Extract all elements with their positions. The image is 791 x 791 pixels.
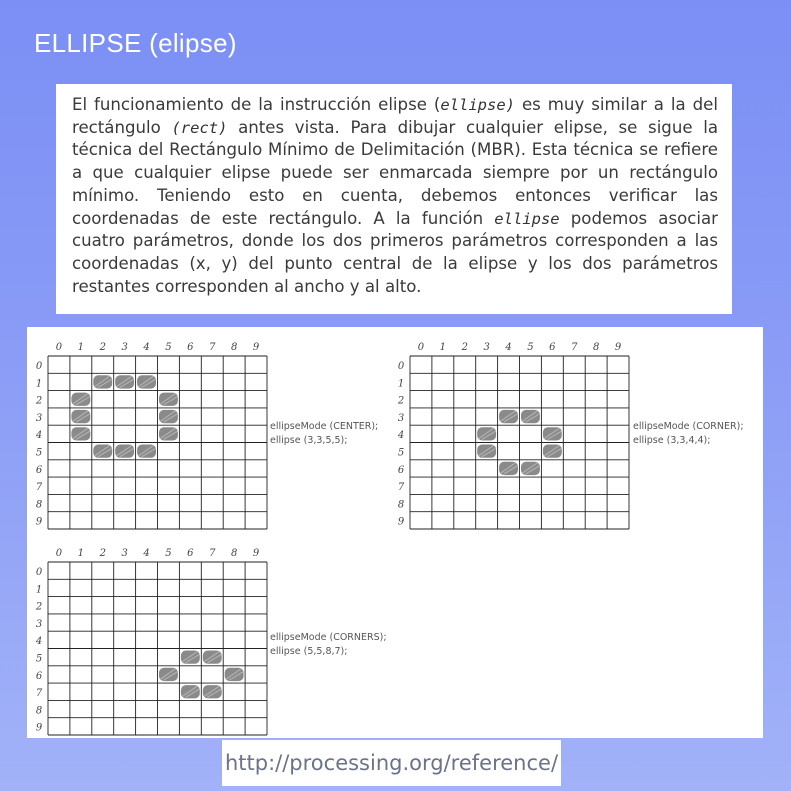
row-label: 7 — [35, 482, 43, 494]
filled-pixel — [115, 445, 134, 458]
column-label: 7 — [209, 548, 216, 559]
reference-url-box[interactable] — [222, 740, 561, 786]
column-label: 4 — [505, 342, 512, 353]
paragraph-text-2: es muy similar a la del rectángulo — [72, 95, 718, 137]
row-label: 1 — [397, 378, 405, 390]
filled-pixel — [159, 410, 178, 423]
grid-diagram-3 — [35, 548, 387, 735]
filled-pixel — [159, 668, 178, 681]
code-ellipse-2: ellipse — [494, 209, 560, 228]
filled-pixel — [115, 375, 134, 388]
paragraph-text-4: podemos asociar cuatro parámetros, donde los dos primeros parámetros corresponden a las coordenadas (x, y) del punto central de la elipse y los dos parámetros restantes corresponden al ancho y al alto. — [72, 208, 718, 296]
row-label: 8 — [35, 705, 43, 717]
grid-diagram-2 — [397, 342, 744, 529]
filled-pixel — [71, 410, 90, 423]
column-label: 9 — [252, 548, 260, 559]
column-label: 0 — [417, 342, 425, 353]
filled-pixel — [181, 685, 200, 698]
filled-pixel — [93, 375, 112, 388]
grid-diagram-1 — [35, 342, 378, 529]
row-label: 2 — [397, 395, 405, 407]
column-label: 1 — [77, 548, 85, 559]
filled-pixel — [499, 410, 518, 423]
filled-pixel — [93, 445, 112, 458]
row-label: 3 — [35, 618, 43, 630]
code-line: ellipse (3,3,5,5); — [270, 435, 348, 446]
filled-pixel — [543, 445, 562, 458]
row-label: 4 — [397, 430, 405, 442]
row-label: 2 — [35, 395, 43, 407]
row-label: 7 — [397, 482, 405, 494]
column-label: 6 — [549, 342, 556, 353]
row-label: 8 — [397, 499, 405, 511]
row-label: 1 — [35, 378, 43, 390]
row-label: 8 — [35, 499, 43, 511]
ellipse-mode-diagrams — [27, 327, 763, 738]
row-label: 9 — [35, 516, 43, 528]
column-label: 1 — [77, 342, 85, 353]
row-label: 2 — [35, 601, 43, 613]
row-label: 0 — [397, 360, 405, 372]
paragraph-text-3: antes vista. Para dibujar cualquier elipse, se sigue la técnica del Rectángulo Mínimo de Delimitación (MBR). Esta técnica se refiere a que cualquier elipse puede ser enmarcada siempre por un rectángulo mínimo. Teniendo esto en cuenta, debemos entonces verificar las coordenadas de este rectángulo. A la función — [72, 117, 718, 228]
row-label: 5 — [35, 653, 43, 665]
filled-pixel — [137, 375, 156, 388]
column-label: 3 — [121, 342, 128, 353]
filled-pixel — [477, 445, 496, 458]
description-paragraph — [72, 94, 718, 298]
row-label: 6 — [397, 464, 405, 476]
filled-pixel — [477, 427, 496, 440]
column-label: 2 — [461, 342, 468, 353]
reference-url-link[interactable]: http://processing.org/reference/ — [224, 751, 559, 775]
column-label: 3 — [121, 548, 128, 559]
filled-pixel — [71, 427, 90, 440]
column-label: 2 — [99, 548, 106, 559]
column-label: 5 — [165, 342, 172, 353]
row-label: 9 — [35, 722, 43, 734]
code-line: ellipse (5,5,8,7); — [270, 646, 348, 657]
column-label: 9 — [614, 342, 622, 353]
row-label: 4 — [35, 636, 43, 648]
row-label: 3 — [35, 412, 43, 424]
row-label: 3 — [397, 412, 405, 424]
column-label: 1 — [439, 342, 447, 353]
row-label: 0 — [35, 360, 43, 372]
row-label: 0 — [35, 566, 43, 578]
column-label: 7 — [571, 342, 578, 353]
filled-pixel — [203, 685, 222, 698]
row-label: 4 — [35, 430, 43, 442]
row-label: 6 — [35, 670, 43, 682]
filled-pixel — [137, 445, 156, 458]
row-label: 5 — [397, 447, 405, 459]
column-label: 6 — [187, 342, 194, 353]
code-line: ellipseMode (CORNERS); — [270, 632, 387, 643]
column-label: 4 — [143, 342, 150, 353]
code-line: ellipseMode (CENTER); — [270, 421, 379, 432]
column-label: 0 — [55, 342, 63, 353]
row-label: 7 — [35, 688, 43, 700]
diagram-panel — [27, 327, 763, 738]
row-label: 9 — [397, 516, 405, 528]
code-line: ellipse (3,3,4,4); — [633, 435, 711, 446]
row-label: 6 — [35, 464, 43, 476]
code-rect: (rect) — [171, 118, 228, 137]
column-label: 9 — [252, 342, 260, 353]
filled-pixel — [159, 427, 178, 440]
row-label: 5 — [35, 447, 43, 459]
filled-pixel — [521, 462, 540, 475]
column-label: 8 — [230, 342, 238, 353]
column-label: 5 — [165, 548, 172, 559]
filled-pixel — [71, 393, 90, 406]
column-label: 8 — [592, 342, 600, 353]
slide-title: ELLIPSE (elipse) — [34, 28, 237, 58]
column-label: 8 — [230, 548, 238, 559]
column-label: 7 — [209, 342, 216, 353]
description-panel — [56, 84, 732, 314]
column-label: 4 — [143, 548, 150, 559]
filled-pixel — [499, 462, 518, 475]
code-ellipse-1: ellipse) — [440, 96, 516, 114]
filled-pixel — [203, 651, 222, 664]
filled-pixel — [181, 651, 200, 664]
column-label: 2 — [99, 342, 106, 353]
column-label: 0 — [55, 548, 63, 559]
column-label: 3 — [483, 342, 490, 353]
column-label: 6 — [187, 548, 194, 559]
column-label: 5 — [527, 342, 534, 353]
filled-pixel — [159, 393, 178, 406]
code-line: ellipseMode (CORNER); — [633, 421, 744, 432]
filled-pixel — [543, 427, 562, 440]
row-label: 1 — [35, 584, 43, 596]
paragraph-text-1: El funcionamiento de la instrucción elipse ( — [72, 95, 441, 114]
filled-pixel — [225, 668, 244, 681]
filled-pixel — [521, 410, 540, 423]
